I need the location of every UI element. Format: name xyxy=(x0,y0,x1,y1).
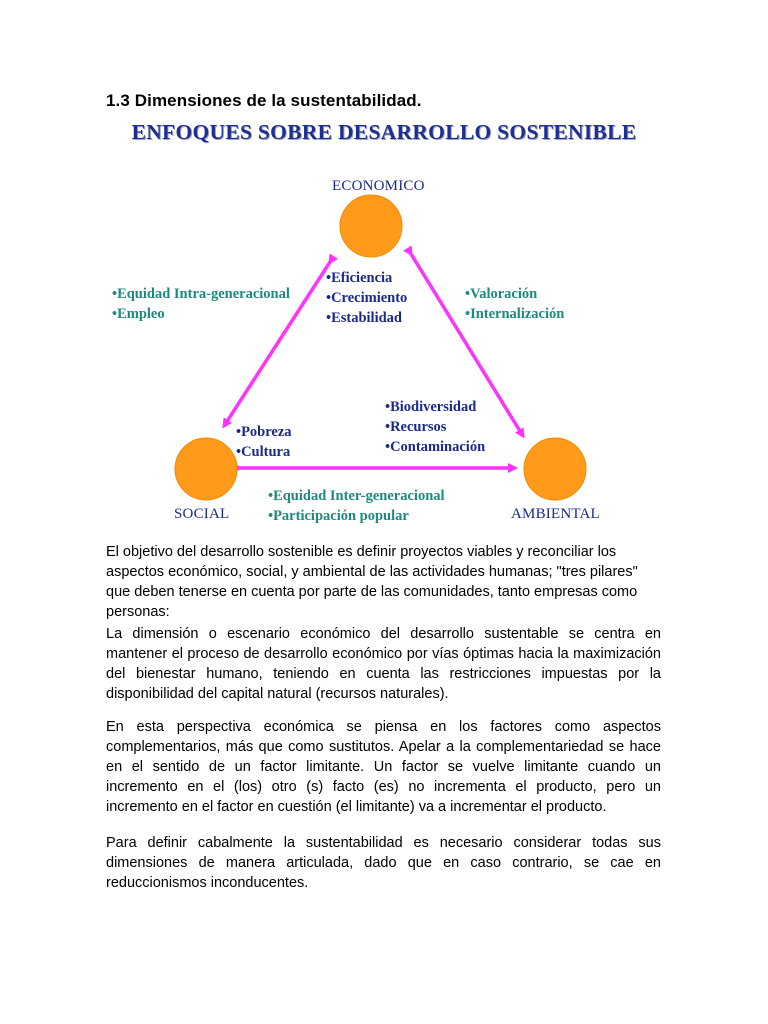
edge-label: •Valoración xyxy=(465,286,538,302)
node-social-circle xyxy=(175,438,237,500)
paragraph-complementarity: En esta perspectiva económica se piensa en los factores como aspectos complementarios, más que como sustitutos. Apelar a la complementariedad se hace en el sentido de un factor limitante. Un factor se vuelve limitante cuando un incremento en el (los) otro (s) facto (es) no incrementa el producto, pero un incremento en el factor en cuestión (el limitante) va a incrementar el producto. xyxy=(106,719,661,815)
edge-label: •Equidad Inter-generacional xyxy=(268,488,445,504)
edge-label: •Internalización xyxy=(465,306,565,322)
ambiental-item: •Contaminación xyxy=(385,439,486,455)
node-economico-circle xyxy=(340,195,402,257)
paragraph-conclusion: Para definir cabalmente la sustentabilidad es necesario considerar todas sus dimensiones de manera articulada, dado que en caso contrario, se cae en reduccionismos inconducentes. xyxy=(106,835,661,891)
node-social-label: SOCIAL xyxy=(174,506,230,522)
edge-label: •Participación popular xyxy=(268,508,409,524)
edge-social-ambiental-labels xyxy=(268,486,445,526)
ambiental-item: •Recursos xyxy=(385,419,447,435)
social-item: •Cultura xyxy=(236,444,291,460)
diagram-title: ENFOQUES SOBRE DESARROLLO SOSTENIBLE xyxy=(131,120,637,144)
diagram-graphics xyxy=(0,170,768,530)
ambiental-item: •Biodiversidad xyxy=(385,399,477,415)
economico-items xyxy=(326,268,407,328)
economico-item: •Eficiencia xyxy=(326,270,393,286)
social-item: •Pobreza xyxy=(236,424,292,440)
paragraph-intro: El objetivo del desarrollo sostenible es definir proyectos viables y reconciliar los aspectos económico, social, y ambiental de las actividades humanas; "tres pilares" que deben tenerse en cuenta por parte de las comunidades, tanto empresas como personas: xyxy=(106,544,638,620)
paragraph-economic-dimension: La dimensión o escenario económico del desarrollo sustentable se centra en mantener el proceso de desarrollo económico por vías óptimas hacia la maximización del bienestar humano, teniendo en cuenta las restricciones impuestas por la disponibilidad del capital natural (recursos naturales). xyxy=(106,626,661,702)
node-economico-label: ECONOMICO xyxy=(332,178,425,194)
edge-label: •Empleo xyxy=(112,306,165,322)
node-ambiental-label: AMBIENTAL xyxy=(511,506,600,522)
edge-label: •Equidad Intra-generacional xyxy=(112,286,290,302)
edge-economico-ambiental-labels xyxy=(465,284,564,324)
node-ambiental-circle xyxy=(524,438,586,500)
economico-item: •Crecimiento xyxy=(326,290,408,306)
edge-economico-social-labels xyxy=(112,284,290,324)
section-heading: 1.3 Dimensiones de la sustentabilidad. xyxy=(106,91,422,110)
sustainability-triangle-diagram xyxy=(0,170,768,530)
economico-item: •Estabilidad xyxy=(326,310,402,326)
ambiental-items xyxy=(385,397,485,457)
social-items xyxy=(236,422,292,462)
